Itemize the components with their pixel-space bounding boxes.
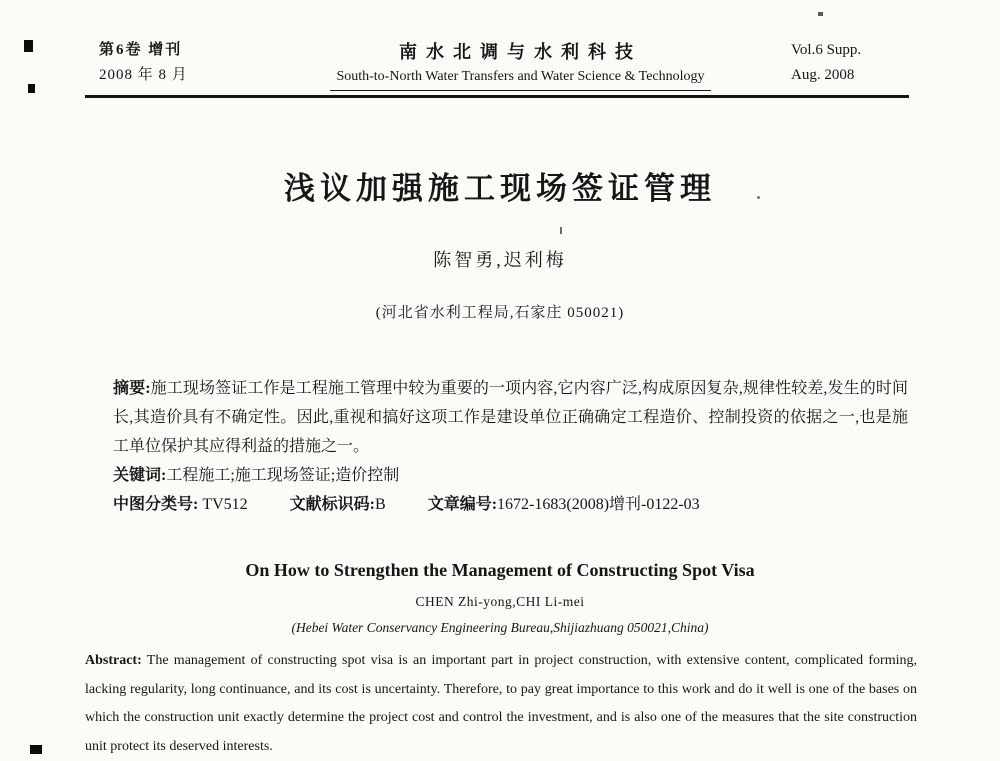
article-id-pair xyxy=(428,496,700,513)
keywords-label: 关键词: xyxy=(113,467,167,484)
classification-line xyxy=(113,490,908,519)
authors-chinese: 陈智勇,迟利梅 xyxy=(433,250,567,270)
document-code-value: B xyxy=(375,496,386,513)
abstract-text-chinese: 施工现场签证工作是工程施工管理中较为重要的一项内容,它内容广泛,构成原因复杂,规律性较差,发生的时间长,其造价具有不确定性。因此,重视和搞好这项工作是建设单位正确确定工程造价、控制投资的依据之一,也是施工单位保护其应得利益的措施之一。 xyxy=(113,380,908,455)
clc-label: 中图分类号: xyxy=(113,496,199,513)
affiliation-english: (Hebei Water Conservancy Engineering Bureau,Shijiazhuang 050021,China) xyxy=(291,620,709,635)
clc-value: TV512 xyxy=(202,496,248,513)
journal-title-block xyxy=(250,38,791,91)
scan-artifact xyxy=(818,12,823,16)
volume-label-english: Vol.6 Supp. xyxy=(791,42,862,58)
abstract-label-chinese: 摘要: xyxy=(113,380,151,397)
scan-artifact xyxy=(30,745,42,754)
keywords-line xyxy=(113,461,908,490)
article-id-value: 1672-1683(2008)增刊-0122-03 xyxy=(497,496,700,513)
issue-date-english: Aug. 2008 xyxy=(791,67,855,83)
keywords-text: 工程施工;施工现场签证;造价控制 xyxy=(166,467,400,484)
clc-pair xyxy=(113,496,248,513)
abstract-paragraph-english xyxy=(85,647,917,761)
abstract-paragraph-chinese xyxy=(113,374,908,461)
scan-artifact xyxy=(560,227,562,234)
scan-artifact xyxy=(28,84,35,93)
header-volume-block xyxy=(85,38,250,88)
scan-artifact xyxy=(757,196,760,199)
volume-label: 第6卷 增刊 xyxy=(99,42,183,58)
affiliation-chinese: (河北省水利工程局,石家庄 050021) xyxy=(375,305,625,321)
issue-date-cn: 2008 年 8 月 xyxy=(99,67,188,83)
header-volume-english-block xyxy=(791,38,909,88)
chinese-abstract-block xyxy=(113,374,908,519)
journal-title-english: South-to-North Water Transfers and Water Science & Technology xyxy=(330,69,710,91)
english-abstract-block xyxy=(85,647,917,761)
authors-english: CHEN Zhi-yong,CHI Li-mei xyxy=(415,594,585,609)
document-code-label: 文献标识码: xyxy=(289,496,376,513)
article-title-english: On How to Strengthen the Management of Constructing Spot Visa xyxy=(245,560,755,580)
abstract-label-english: Abstract: xyxy=(85,653,142,668)
journal-header xyxy=(85,38,909,91)
scan-artifact xyxy=(24,40,33,52)
abstract-text-english: The management of constructing spot visa is an important part in project construction, with extensive content, complicated forming, lacking regularity, long continuance, and its cost is uncertainty. Therefore, to pay great importance to this work and do it well is one of the bases on which the construction unit exactly determine the project cost and control the investment, and is also one of the measures that the site construction unit protect its deserved interests. xyxy=(85,653,918,754)
document-code-pair xyxy=(290,496,386,513)
header-divider-rule xyxy=(85,95,909,98)
journal-title-chinese: 南水北调与水利科技 xyxy=(399,42,642,62)
article-title-chinese: 浅议加强施工现场签证管理 xyxy=(284,171,716,206)
article-id-label: 文章编号: xyxy=(427,496,498,513)
